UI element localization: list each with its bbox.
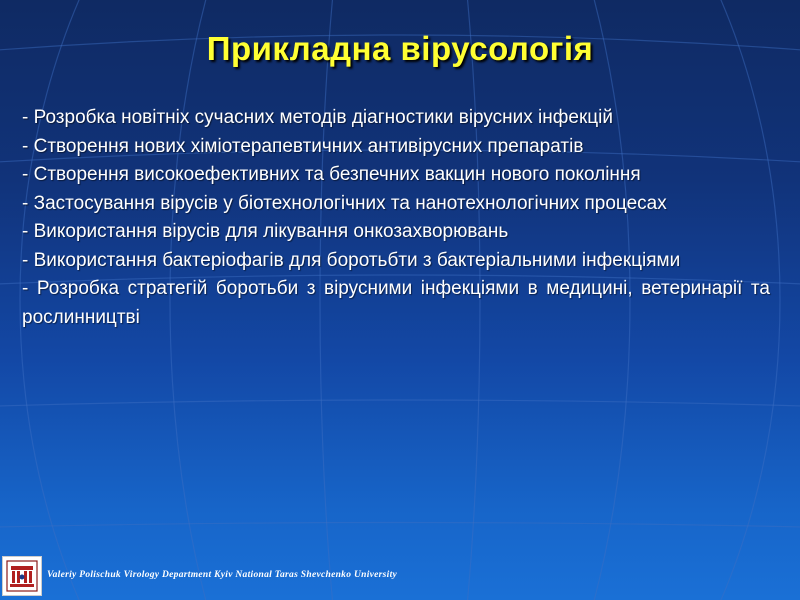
footer-caption: Valeriy Polischuk Virology Department Kyiv National Taras Shevchenko University	[47, 570, 398, 580]
list-item: - Розробка стратегій боротьби з вірусними інфекціями в медицині, ветеринарії та рослинництві	[22, 278, 770, 328]
list-item: - Використання вірусів для лікування онкозахворювань	[22, 221, 509, 242]
slide-content	[22, 104, 770, 332]
list-item: - Створення високоефективних та безпечних вакцин нового покоління	[22, 164, 641, 185]
footer-logo-container	[2, 556, 42, 596]
list-item: - Створення нових хіміотерапевтичних антивірусних препаратів	[22, 135, 584, 157]
list-item: - Застосування вірусів у біотехнологічних та нанотехнологічних процесах	[22, 192, 667, 214]
list-item: - Розробка новітніх сучасних методів діагностики вірусних інфекцій	[22, 107, 614, 128]
list-item: - Використання бактеріофагів для боротьбти з бактеріальними інфекціями	[22, 249, 681, 271]
slide-title: Прикладна вірусологія	[206, 30, 594, 67]
university-crest-icon	[2, 556, 42, 596]
